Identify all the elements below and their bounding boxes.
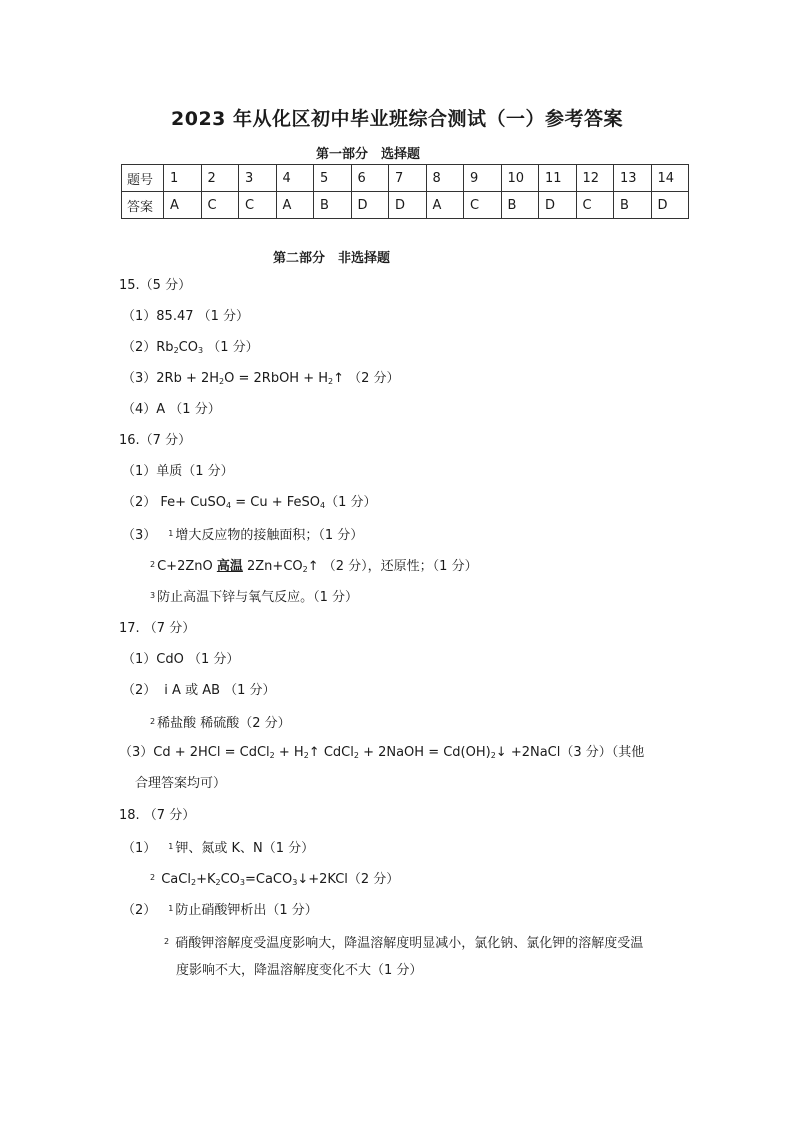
answer-cell: C: [201, 192, 239, 219]
q15-heading: 15.（5 分）: [119, 278, 192, 293]
q18-answer-1-1: [122, 838, 314, 858]
q15-answer-4: （4）A （1 分）: [122, 402, 221, 417]
item-marker: 3: [150, 591, 156, 600]
answer-cell: D: [539, 192, 577, 219]
text: （3）2Rb + 2H: [122, 371, 220, 386]
subscript: 2: [490, 751, 496, 760]
answer-cell: C: [576, 192, 614, 219]
question-cell: 8: [426, 165, 464, 192]
answer-row: [122, 192, 689, 219]
text: （2）Rb: [122, 340, 174, 355]
text: + H: [274, 745, 304, 760]
q18-answer-2-1: [122, 900, 318, 920]
question-cell: 3: [239, 165, 277, 192]
text: A 或 AB （1 分）: [167, 683, 276, 698]
subscript: 3: [197, 346, 204, 355]
subscript: 2: [302, 565, 308, 574]
text: （2）: [122, 683, 157, 698]
q15-answer-3: [122, 370, 400, 391]
answer-cell: A: [426, 192, 464, 219]
q16-answer-1: （1）单质（1 分）: [122, 464, 234, 479]
question-cell: 4: [276, 165, 314, 192]
subscript: 2: [269, 751, 275, 760]
subscript: 2: [215, 878, 221, 887]
item-marker: 1: [168, 842, 174, 851]
q18-answer-2-2-cont: 度影响不大，降温溶解度变化不大（1 分）: [176, 963, 423, 978]
subscript: 4: [226, 501, 232, 510]
q16-answer-2: [122, 494, 376, 515]
text: 防止高温下锌与氧气反应。（1 分）: [157, 590, 358, 605]
subscript: 3: [292, 878, 298, 887]
q17-answer-1: （1）CdO （1 分）: [122, 652, 240, 667]
q18-heading: 18. （7 分）: [119, 808, 196, 823]
page-title: 2023 年从化区初中毕业班综合测试（一）参考答案: [171, 108, 623, 130]
text: O = 2RbOH + H: [224, 371, 329, 386]
q16-heading: 16.（7 分）: [119, 433, 192, 448]
subscript: 2: [190, 878, 197, 887]
answer-cell: D: [651, 192, 689, 219]
question-number-row: [122, 165, 689, 192]
text: ↑ （2 分）: [333, 371, 400, 386]
question-cell: 2: [201, 165, 239, 192]
answer-cell: C: [464, 192, 502, 219]
subscript: 2: [328, 377, 334, 386]
q17-answer-3: [119, 744, 644, 765]
subscript: 2: [219, 377, 225, 386]
question-cell: 5: [314, 165, 352, 192]
text: （2）: [122, 903, 157, 918]
text: 钾、氮或 K、N（1 分）: [175, 841, 315, 856]
text: （3）: [122, 528, 157, 543]
question-cell: 13: [614, 165, 652, 192]
section-heading-part2: 第二部分 非选择题: [273, 251, 391, 266]
item-marker: 2: [150, 873, 156, 882]
answer-cell: C: [239, 192, 277, 219]
item-marker: 2: [150, 717, 156, 726]
q15-answer-2: [122, 339, 259, 360]
text: （2） Fe+ CuSO: [122, 495, 226, 510]
q17-answer-2-2: [150, 713, 291, 733]
text: 稀盐酸 稀硫酸（2 分）: [157, 716, 291, 731]
text: CO: [178, 340, 198, 355]
answer-cell: D: [351, 192, 389, 219]
text: CaCl: [157, 872, 191, 887]
subscript: 3: [239, 878, 245, 887]
subscript: 2: [353, 751, 359, 760]
answer-cell: B: [314, 192, 352, 219]
section-heading-part1: 第一部分 选择题: [316, 147, 421, 162]
question-cell: 10: [501, 165, 539, 192]
text: 硝酸钾溶解度受温度影响大，降温溶解度明显减小，氯化钠、氯化钾的溶解度受温: [171, 936, 644, 951]
text: ↑ CdCl: [308, 745, 354, 760]
item-marker: 2: [164, 937, 170, 946]
item-marker: 2: [150, 560, 156, 569]
answer-cell: D: [389, 192, 427, 219]
item-marker: i: [164, 683, 168, 698]
subscript: 2: [173, 346, 179, 355]
text: CO: [220, 872, 240, 887]
question-cell: 1: [164, 165, 202, 192]
text: （1 分）: [325, 495, 377, 510]
question-cell: 12: [576, 165, 614, 192]
text: 防止硝酸钾析出（1 分）: [175, 903, 318, 918]
text: 增大反应物的接触面积；（1 分）: [175, 528, 364, 543]
subscript: 2: [303, 751, 309, 760]
answer-cell: A: [164, 192, 202, 219]
answer-cell: B: [501, 192, 539, 219]
subscript: 4: [319, 501, 326, 510]
q17-answer-3-cont: 合理答案均可）: [135, 776, 227, 791]
question-cell: 11: [539, 165, 577, 192]
text: +K: [196, 872, 216, 887]
text: ↑ （2 分），还原性；（1 分）: [307, 559, 478, 574]
row-label-answer: 答案: [122, 192, 164, 219]
item-marker: 1: [168, 529, 174, 538]
answer-cell: A: [276, 192, 314, 219]
q17-answer-2-1: [122, 682, 276, 700]
text: = Cu + FeSO: [231, 495, 320, 510]
text: ↓ +2NaCl（3 分）（其他: [495, 745, 645, 760]
q16-answer-3-2: [150, 556, 478, 579]
text: + 2NaOH = Cd(OH): [358, 745, 491, 760]
q18-answer-1-2: [150, 869, 399, 892]
q17-heading: 17. （7 分）: [119, 621, 196, 636]
text: （3）Cd + 2HCl = CdCl: [119, 745, 270, 760]
item-marker: 1: [168, 904, 174, 913]
question-cell: 7: [389, 165, 427, 192]
text: C+2ZnO: [157, 559, 217, 574]
q16-answer-3-1: [122, 525, 363, 545]
condition-high-temperature: 高温: [216, 559, 243, 574]
q16-answer-3-3: [150, 587, 358, 607]
question-cell: 6: [351, 165, 389, 192]
answer-cell: B: [614, 192, 652, 219]
row-label-question: 题号: [122, 165, 164, 192]
q15-answer-1: （1）85.47 （1 分）: [122, 309, 250, 324]
text: （1）: [122, 841, 157, 856]
text: （1 分）: [203, 340, 259, 355]
q18-answer-2-2: [164, 933, 643, 953]
text: ↓+2KCl（2 分）: [297, 872, 400, 887]
text: =CaCO: [244, 872, 293, 887]
answer-table: [121, 164, 689, 219]
question-cell: 14: [651, 165, 689, 192]
question-cell: 9: [464, 165, 502, 192]
text: 2Zn+CO: [242, 559, 303, 574]
